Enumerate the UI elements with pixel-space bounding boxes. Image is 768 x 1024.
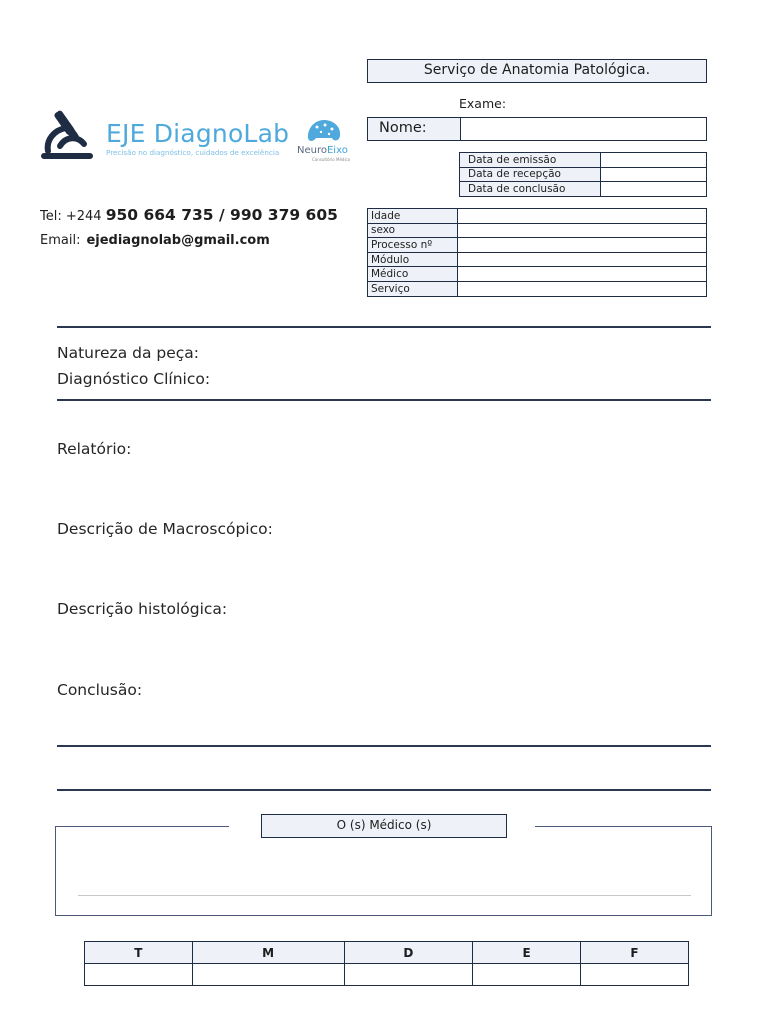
brand-tagline: Precisão no diagnóstico, cuidados de excelência: [106, 148, 280, 157]
tmdef-table: [84, 941, 689, 986]
divider: [57, 399, 711, 401]
divider: [57, 745, 711, 747]
dates-table: [459, 152, 707, 197]
phone-line: [40, 206, 338, 224]
brain-logo-icon: [306, 118, 342, 144]
column-header-t: T: [85, 942, 193, 964]
conclusao-label: Conclusão:: [57, 681, 143, 699]
table-row: [85, 964, 689, 986]
table-row: [460, 153, 707, 168]
email-line: [40, 233, 270, 248]
brand-name: EJE DiagnoLab: [106, 119, 290, 148]
name-field: [367, 117, 707, 141]
phone-label: Tel:: [40, 209, 62, 224]
module-value[interactable]: [458, 252, 707, 267]
column-header-e: E: [473, 942, 581, 964]
column-header-f: F: [581, 942, 689, 964]
doctor-value[interactable]: [458, 267, 707, 282]
phone-prefix: +244: [65, 209, 102, 224]
patient-info-table: [367, 208, 707, 297]
email-label: Email:: [40, 233, 81, 248]
service-title: Serviço de Anatomia Patológica.: [367, 59, 707, 83]
email-address: ejediagnolab@gmail.com: [86, 233, 270, 248]
table-row: [460, 167, 707, 182]
date-conclusion-label: Data de conclusão: [460, 182, 601, 197]
phone-numbers: 950 664 735 / 990 379 605: [105, 206, 338, 224]
date-emission-label: Data de emissão: [460, 153, 601, 168]
natureza-label: Natureza da peça:: [57, 344, 200, 362]
relatorio-label: Relatório:: [57, 440, 132, 458]
signature-label: O (s) Médico (s): [261, 814, 507, 838]
microscope-logo-icon: [38, 106, 96, 164]
table-header-row: [85, 942, 689, 964]
service-value[interactable]: [458, 281, 707, 296]
divider: [57, 326, 711, 328]
macroscopico-label: Descrição de Macroscópico:: [57, 520, 273, 538]
date-emission-value[interactable]: [601, 153, 707, 168]
table-row: [368, 209, 707, 224]
process-label: Processo nº: [368, 238, 458, 253]
diagnostico-label: Diagnóstico Clínico:: [57, 370, 211, 388]
age-label: Idade: [368, 209, 458, 224]
sex-label: sexo: [368, 223, 458, 238]
table-row: [368, 281, 707, 296]
service-label: Serviço: [368, 281, 458, 296]
cell-f[interactable]: [581, 964, 689, 986]
histologica-label: Descrição histológica:: [57, 600, 228, 618]
partner-subtitle: Consultório Médico: [312, 157, 351, 162]
exam-label: Exame:: [459, 96, 507, 111]
table-row: [368, 267, 707, 282]
signature-panel: [55, 826, 712, 916]
table-row: [460, 182, 707, 197]
cell-m[interactable]: [192, 964, 344, 986]
partner-eixo: Eixo: [326, 145, 348, 156]
partner-logo-text: [297, 145, 348, 156]
date-conclusion-value[interactable]: [601, 182, 707, 197]
column-header-d: D: [344, 942, 473, 964]
date-reception-value[interactable]: [601, 167, 707, 182]
signature-line[interactable]: [78, 895, 691, 896]
age-value[interactable]: [458, 209, 707, 224]
cell-d[interactable]: [344, 964, 473, 986]
process-value[interactable]: [458, 238, 707, 253]
name-value[interactable]: [461, 118, 706, 140]
cell-e[interactable]: [473, 964, 581, 986]
partner-neuro: Neuro: [297, 145, 327, 156]
table-row: [368, 223, 707, 238]
cell-t[interactable]: [85, 964, 193, 986]
module-label: Módulo: [368, 252, 458, 267]
name-label: Nome:: [368, 118, 461, 140]
sex-value[interactable]: [458, 223, 707, 238]
date-reception-label: Data de recepção: [460, 167, 601, 182]
table-row: [368, 252, 707, 267]
doctor-label: Médico: [368, 267, 458, 282]
table-row: [368, 238, 707, 253]
column-header-m: M: [192, 942, 344, 964]
divider: [57, 789, 711, 791]
